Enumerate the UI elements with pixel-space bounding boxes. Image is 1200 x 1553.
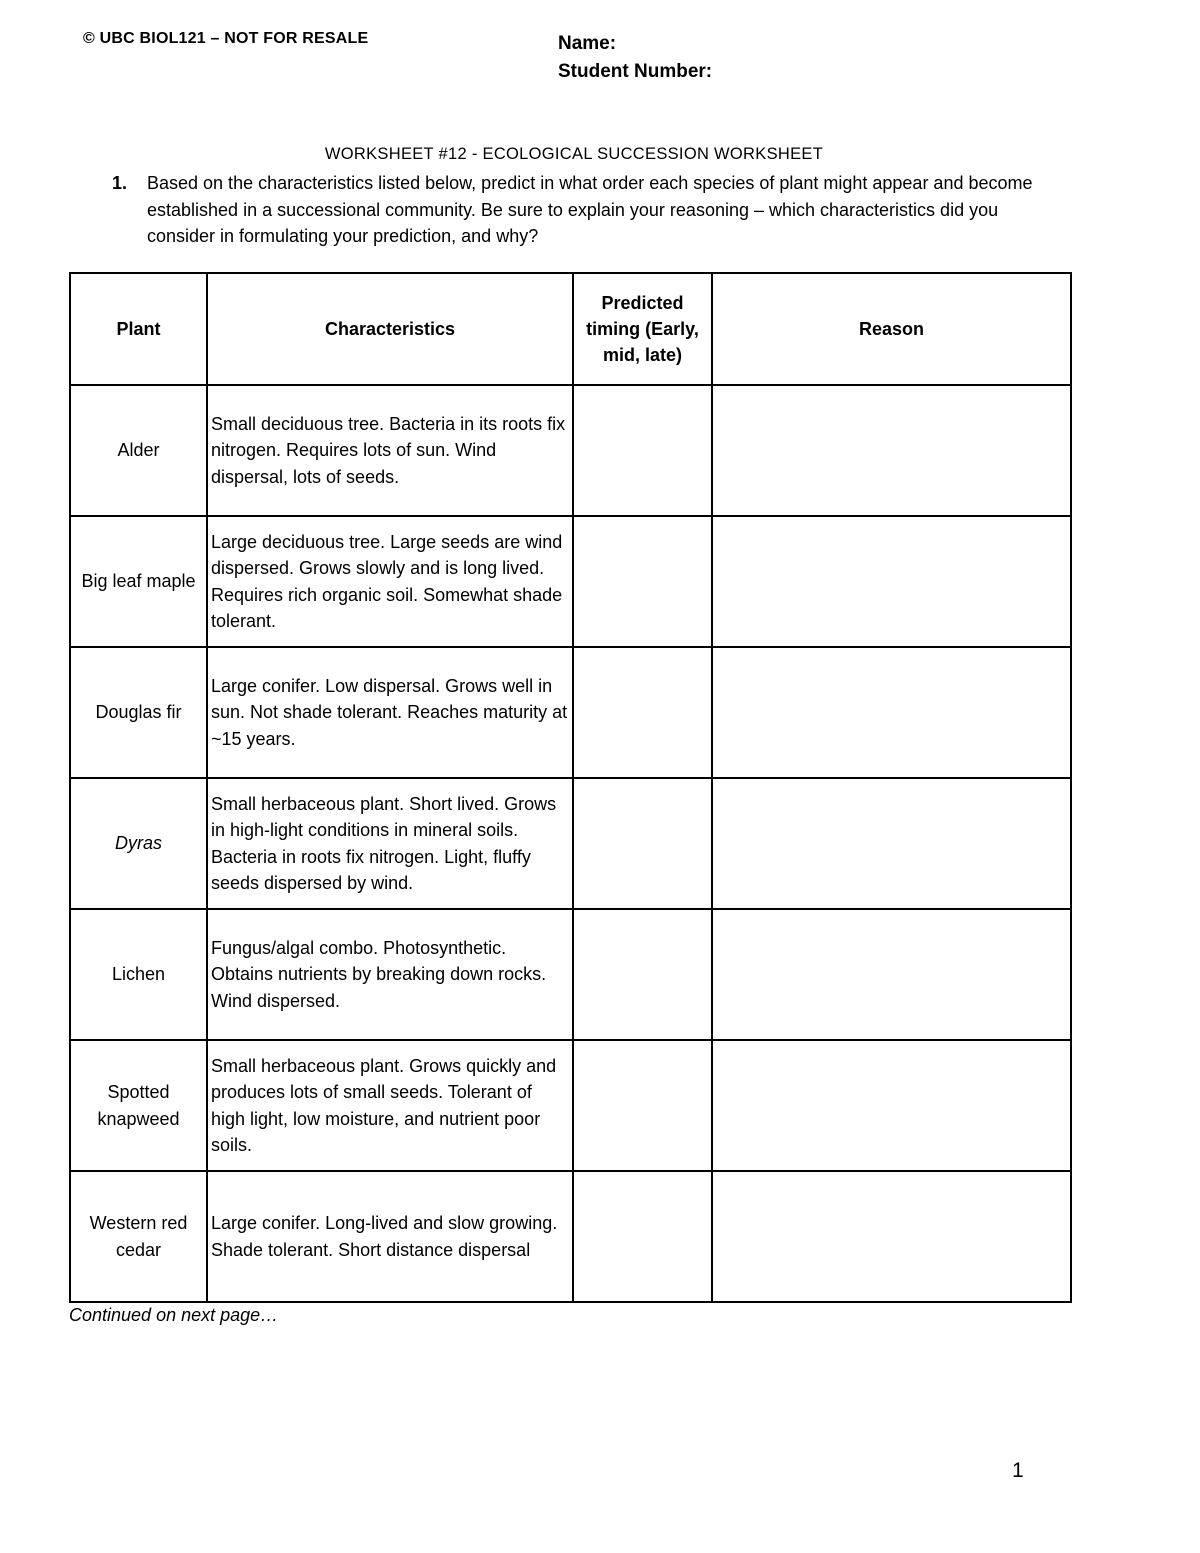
timing-answer-cell[interactable] bbox=[573, 647, 712, 778]
plant-characteristics: Small herbaceous plant. Short lived. Grows in high-light conditions in mineral soils. Bacteria in roots fix nitrogen. Light, fluffy seeds dispersed by wind. bbox=[207, 778, 573, 909]
name-label: Name: bbox=[558, 33, 617, 54]
table-row bbox=[70, 1040, 1071, 1171]
table-row bbox=[70, 909, 1071, 1040]
question-number: 1. bbox=[112, 173, 128, 193]
succession-table bbox=[69, 272, 1072, 1303]
reason-answer-cell[interactable] bbox=[712, 1171, 1071, 1302]
page-number: 1 bbox=[1012, 1459, 1024, 1482]
question-text: Based on the characteristics listed below, predict in what order each species of plant might appear and become established in a successional community. Be sure to explain your reasoning – which characteristics did you consider in formulating your prediction, and why? bbox=[147, 173, 1033, 246]
plant-name: Spotted knapweed bbox=[70, 1040, 207, 1171]
question-1 bbox=[112, 170, 1042, 250]
plant-name: Alder bbox=[70, 385, 207, 516]
plant-characteristics: Fungus/algal combo. Photosynthetic. Obtains nutrients by breaking down rocks. Wind dispersed. bbox=[207, 909, 573, 1040]
plant-characteristics: Small deciduous tree. Bacteria in its roots fix nitrogen. Requires lots of sun. Wind dispersal, lots of seeds. bbox=[207, 385, 573, 516]
timing-answer-cell[interactable] bbox=[573, 1171, 712, 1302]
timing-answer-cell[interactable] bbox=[573, 778, 712, 909]
reason-answer-cell[interactable] bbox=[712, 1040, 1071, 1171]
plant-name: Dyras bbox=[70, 778, 207, 909]
worksheet-title: WORKSHEET #12 - ECOLOGICAL SUCCESSION WORKSHEET bbox=[324, 145, 824, 163]
header-plant: Plant bbox=[70, 273, 207, 385]
table-row bbox=[70, 778, 1071, 909]
timing-answer-cell[interactable] bbox=[573, 385, 712, 516]
header-predicted-timing: Predicted timing (Early, mid, late) bbox=[573, 273, 712, 385]
timing-answer-cell[interactable] bbox=[573, 909, 712, 1040]
reason-answer-cell[interactable] bbox=[712, 909, 1071, 1040]
plant-characteristics: Small herbaceous plant. Grows quickly and produces lots of small seeds. Tolerant of high light, low moisture, and nutrient poor soils. bbox=[207, 1040, 573, 1171]
timing-answer-cell[interactable] bbox=[573, 1040, 712, 1171]
reason-answer-cell[interactable] bbox=[712, 647, 1071, 778]
table-row bbox=[70, 1171, 1071, 1302]
plant-characteristics: Large deciduous tree. Large seeds are wind dispersed. Grows slowly and is long lived. Requires rich organic soil. Somewhat shade tolerant. bbox=[207, 516, 573, 647]
header-reason: Reason bbox=[712, 273, 1071, 385]
plant-name: Western red cedar bbox=[70, 1171, 207, 1302]
header-characteristics: Characteristics bbox=[207, 273, 573, 385]
student-number-label: Student Number: bbox=[558, 61, 713, 82]
continued-note: Continued on next page… bbox=[69, 1305, 279, 1325]
table-row bbox=[70, 385, 1071, 516]
table-header-row bbox=[70, 273, 1071, 385]
student-info-block bbox=[558, 30, 712, 86]
plant-name: Lichen bbox=[70, 909, 207, 1040]
reason-answer-cell[interactable] bbox=[712, 778, 1071, 909]
plant-name: Big leaf maple bbox=[70, 516, 207, 647]
plant-name: Douglas fir bbox=[70, 647, 207, 778]
timing-answer-cell[interactable] bbox=[573, 516, 712, 647]
plant-characteristics: Large conifer. Long-lived and slow growing. Shade tolerant. Short distance dispersal bbox=[207, 1171, 573, 1302]
reason-answer-cell[interactable] bbox=[712, 385, 1071, 516]
plant-characteristics: Large conifer. Low dispersal. Grows well in sun. Not shade tolerant. Reaches maturity at ~15 years. bbox=[207, 647, 573, 778]
table-row bbox=[70, 516, 1071, 647]
reason-answer-cell[interactable] bbox=[712, 516, 1071, 647]
copyright-notice: © UBC BIOL121 – NOT FOR RESALE bbox=[83, 30, 369, 47]
table-row bbox=[70, 647, 1071, 778]
